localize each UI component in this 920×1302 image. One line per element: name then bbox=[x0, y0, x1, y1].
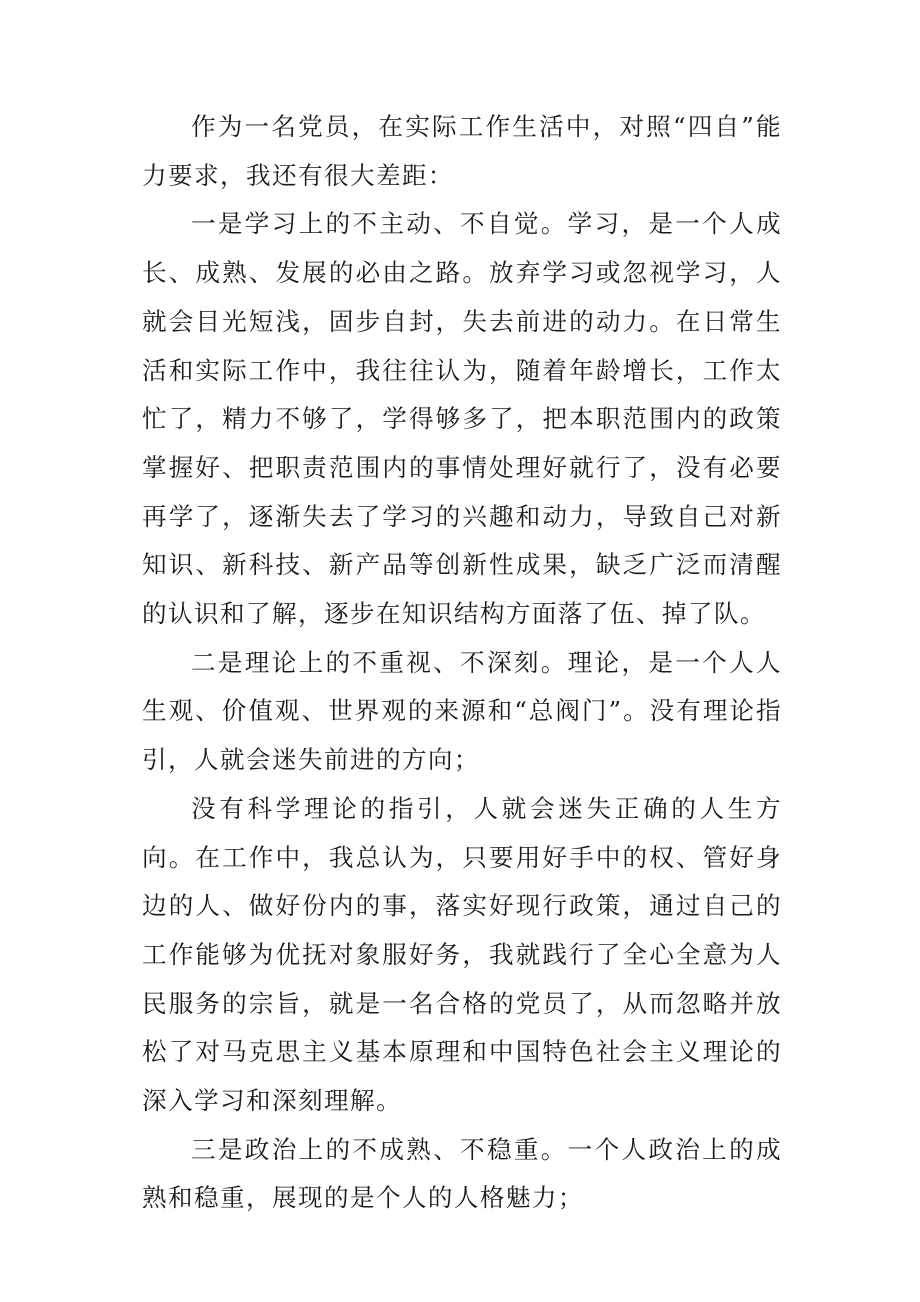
paragraph-politics: 三是政治上的不成熟、不稳重。一个人政治上的成熟和稳重，展现的是个人的人格魅力； bbox=[142, 1134, 782, 1213]
paragraph-study: 一是学习上的不主动、不自觉。学习，是一个人成长、成熟、发展的必由之路。放弃学习或忽视学习，人就会目光短浅，固步自封，失去前进的动力。在日常生活和实际工作中，我往往认为，随着年龄增长，工作太忙了，精力不够了，学得够多了，把本职范围内的政策掌握好、把职责范围内的事情处理好就行了，没有必要再学了，逐渐失去了学习的兴趣和动力，导致自己对新知识、新科技、新产品等创新性成果，缺乏广泛而清醒的认识和了解，逐步在知识结构方面落了伍、掉了队。 bbox=[142, 209, 782, 629]
paragraph-intro: 作为一名党员，在实际工作生活中，对照“四自”能力要求，我还有很大差距： bbox=[142, 112, 782, 190]
paragraph-theory: 二是理论上的不重视、不深刻。理论，是一个人人生观、价值观、世界观的来源和“总阀门”。没有理论指引，人就会迷失前进的方向； bbox=[142, 647, 782, 775]
paragraph-guidance: 没有科学理论的指引，人就会迷失正确的人生方向。在工作中，我总认为，只要用好手中的权、管好身边的人、做好份内的事，落实好现行政策，通过自己的工作能够为优抚对象服好务，我就践行了全心全意为人民服务的宗旨，就是一名合格的党员了，从而忽略并放松了对马克思主义基本原理和中国特色社会主义理论的深入学习和深刻理解。 bbox=[142, 793, 782, 1116]
document-body bbox=[142, 103, 782, 1223]
